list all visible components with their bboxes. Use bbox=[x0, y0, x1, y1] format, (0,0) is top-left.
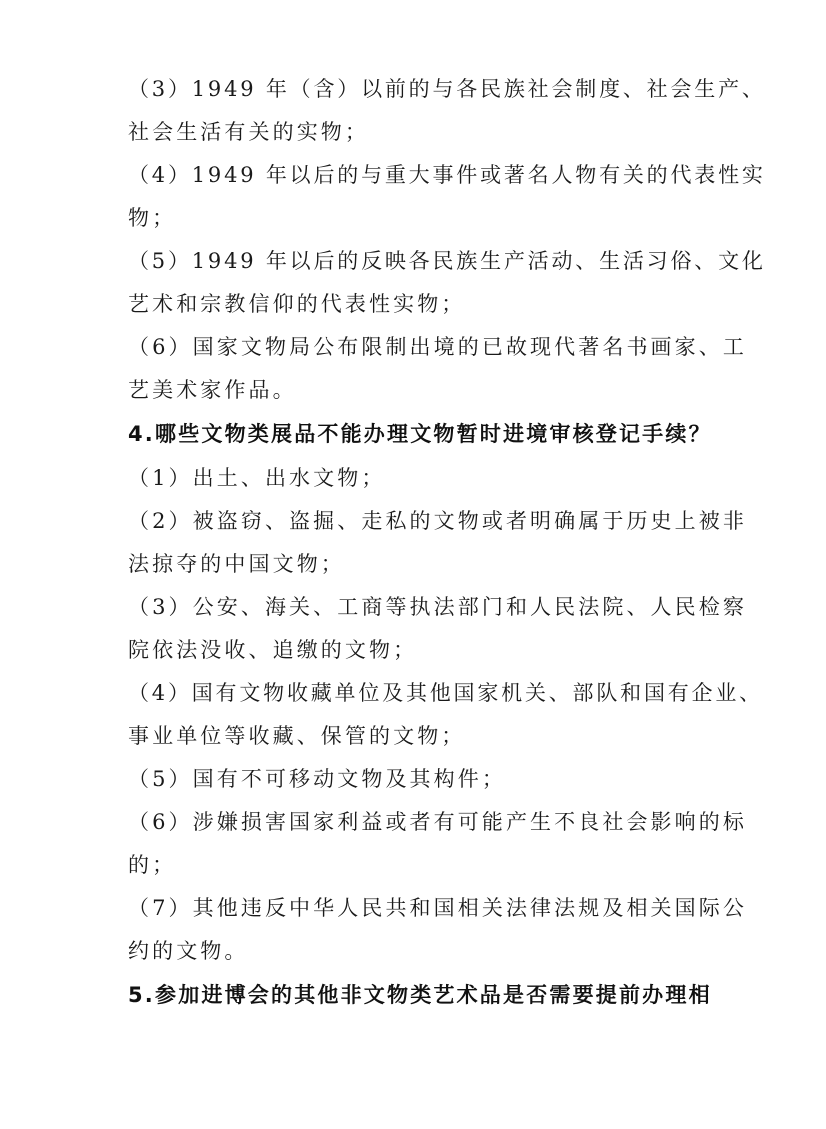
text-line: （7）其他违反中华人民共和国相关法律法规及相关国际公 bbox=[128, 896, 747, 920]
text-line: （3）1949 年（含）以前的与各民族社会制度、社会生产、 bbox=[128, 77, 766, 101]
text-line: 事业单位等收藏、保管的文物； bbox=[128, 724, 466, 748]
text-line: （2）被盗窃、盗掘、走私的文物或者明确属于历史上被非 bbox=[128, 509, 747, 533]
text-line: 法掠夺的中国文物； bbox=[128, 552, 345, 576]
text-line: 约的文物。 bbox=[128, 939, 249, 963]
text-line: 物； bbox=[128, 206, 177, 230]
text-line: 艺美术家作品。 bbox=[128, 378, 297, 402]
text-line: 的； bbox=[128, 853, 177, 877]
text-line: 院依法没收、追缴的文物； bbox=[128, 638, 418, 662]
text-line: 艺术和宗教信仰的代表性实物； bbox=[128, 292, 466, 316]
text-line: （4）1949 年以后的与重大事件或著名人物有关的代表性实 bbox=[128, 163, 766, 187]
text-line: （6）涉嫌损害国家利益或者有可能产生不良社会影响的标 bbox=[128, 810, 747, 834]
section-heading: 5.参加进博会的其他非文物类艺术品是否需要提前办理相 bbox=[128, 983, 712, 1007]
text-line: （5）1949 年以后的反映各民族生产活动、生活习俗、文化 bbox=[128, 249, 766, 273]
text-line: （1）出土、出水文物； bbox=[128, 466, 386, 490]
text-line: （3）公安、海关、工商等执法部门和人民法院、人民检察 bbox=[128, 595, 747, 619]
text-line: 社会生活有关的实物； bbox=[128, 120, 369, 144]
text-line: （4）国有文物收藏单位及其他国家机关、部队和国有企业、 bbox=[128, 681, 763, 705]
text-line: （6）国家文物局公布限制出境的已故现代著名书画家、工 bbox=[128, 335, 747, 359]
text-line: （5）国有不可移动文物及其构件； bbox=[128, 767, 506, 791]
section-heading: 4.哪些文物类展品不能办理文物暂时进境审核登记手续？ bbox=[128, 422, 712, 446]
